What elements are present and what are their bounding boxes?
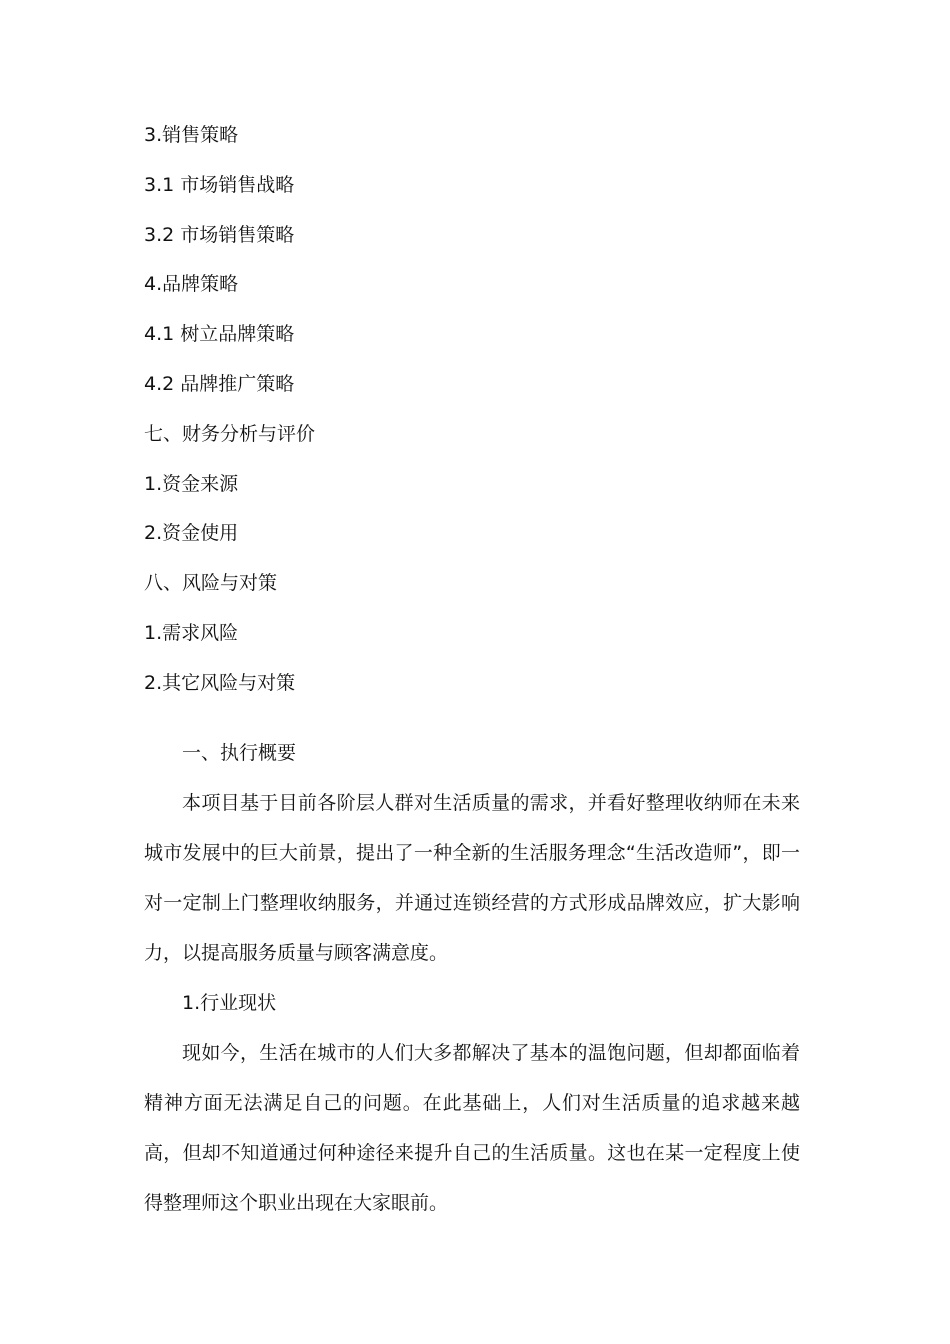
executive-summary-paragraph: 本项目基于目前各阶层人群对生活质量的需求，并看好整理收纳师在未来城市发展中的巨大前景，提出了一种全新的生活服务理念“生活改造师”，即一对一定制上门整理收纳服务，并通过连锁经营的方式形成品牌效应，扩大影响力，以提高服务质量与顾客满意度。: [144, 792, 800, 964]
toc-item: 3.销售策略: [144, 124, 239, 146]
toc-item: 4.品牌策略: [144, 273, 239, 296]
section-heading-industry-status: 1.行业现状: [182, 992, 277, 1014]
toc-item: 1.需求风险: [144, 621, 239, 644]
toc-item: 2.其它风险与对策: [144, 671, 296, 694]
toc-item: 3.1 市场销售战略: [144, 173, 295, 196]
toc-item: 1.资金来源: [144, 472, 239, 495]
toc-item: 4.1 树立品牌策略: [144, 323, 295, 346]
industry-status-paragraph: 现如今，生活在城市的人们大多都解决了基本的温饱问题，但却都面临着精神方面无法满足自己的问题。在此基础上，人们对生活质量的追求越来越高，但却不知道通过何种途径来提升自己的生活质量。这也在某一定程度上使得整理师这个职业出现在大家眼前。: [144, 1042, 800, 1214]
toc-item: 2.资金使用: [144, 522, 239, 545]
table-of-contents: [144, 119, 804, 717]
toc-item: 3.2 市场销售策略: [144, 223, 295, 246]
toc-item: 七、财务分析与评价: [144, 422, 316, 445]
section-heading-executive-summary: 一、执行概要: [182, 742, 297, 764]
body-text: [144, 737, 800, 1228]
toc-item: 八、风险与对策: [144, 572, 278, 595]
toc-item: 4.2 品牌推广策略: [144, 372, 295, 395]
